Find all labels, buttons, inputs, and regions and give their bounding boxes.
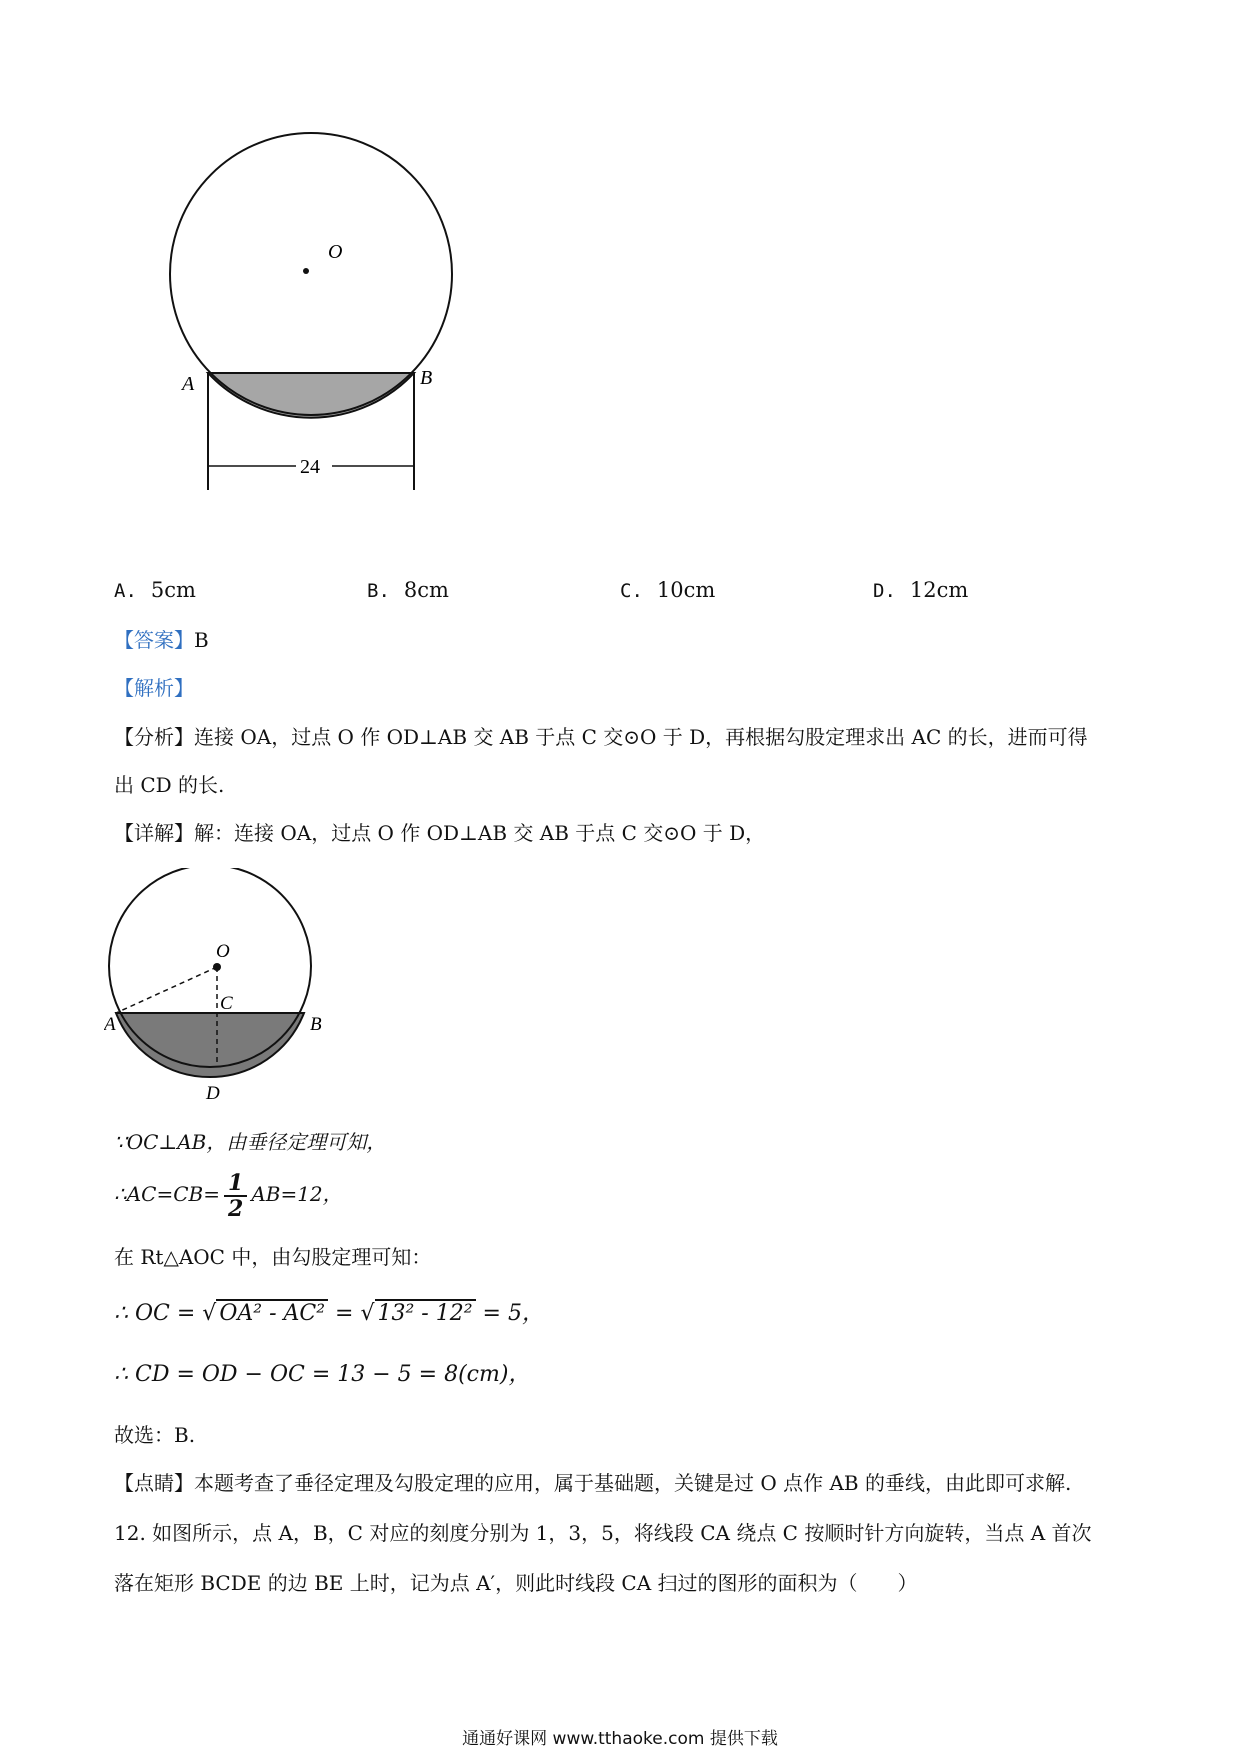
option-c-key: C. [620,580,643,602]
label-a-1: A [182,373,195,395]
label-d-2: D [206,1083,220,1104]
sqrt-sign-2: √ [360,1301,375,1326]
option-c[interactable] [620,578,715,602]
radicand-2: 13² - 12² [375,1299,476,1326]
fraction-numerator: 1 [224,1171,247,1197]
fenxi-line-2: 出 CD 的长. [114,773,225,797]
center-point-1 [303,268,309,274]
analysis-tag: 【解析】 [114,676,194,700]
question-12-line-1: 12. 如图所示，点 A，B，C 对应的刻度分别为 1，3，5，将线段 CA 绕点 C 按顺时针方向旋转，当点 A 首次 [114,1521,1092,1545]
fraction-half [224,1171,247,1221]
step-5: ∴ CD = OD − OC = 13 − 5 = 8(cm)， [114,1362,531,1387]
center-point-2 [213,963,221,971]
label-b-2: B [310,1014,322,1035]
step-4-prefix: ∴ OC = [114,1301,196,1326]
question-12-line-2: 落在矩形 BCDE 的边 BE 上时，记为点 A′，则此时线段 CA 扫过的图形的面积为（ ） [114,1571,918,1595]
option-b-key: B. [367,580,390,602]
segment-oa [116,967,217,1013]
option-b-value: 8cm [403,578,449,602]
fraction-denominator: 2 [228,1195,244,1222]
answer-tag: 【答案】 [114,628,194,652]
dianjing-text: 本题考查了垂径定理及勾股定理的应用，属于基础题，关键是过 O 点作 AB 的垂线，由此即可求解. [194,1471,1072,1495]
step-2-suffix: AB=12， [251,1182,343,1206]
step-4-suffix: = 5， [482,1301,544,1326]
label-b-1: B [420,367,433,389]
radicand-1: OA² - AC² [216,1299,328,1326]
step-6: 故选：B. [114,1423,196,1447]
step-1: ∵OC⊥AB，由垂径定理可知， [114,1130,387,1154]
option-a[interactable] [114,578,196,602]
option-a-key: A. [114,580,137,602]
sqrt-sign-1: √ [202,1301,217,1326]
label-o-1: O [328,241,343,263]
xiangjie-text: 解：连接 OA，过点 O 作 OD⊥AB 交 AB 于点 C 交⊙O 于 D， [194,821,766,845]
label-o-2: O [216,941,230,962]
step-2 [114,1168,343,1221]
option-a-value: 5cm [150,578,196,602]
option-c-value: 10cm [656,578,716,602]
option-b[interactable] [367,578,449,602]
dimension-label: 24 [300,456,320,478]
label-a-2: A [104,1014,116,1035]
page-footer: 通通好课网 www.tthaoke.com 提供下载 [462,1729,778,1749]
circle-figure-1 [150,128,470,498]
xiangjie-line [114,819,765,847]
step-3: 在 Rt△AOC 中，由勾股定理可知： [114,1245,432,1269]
label-c-2: C [220,993,233,1014]
answer-value: B [194,628,209,652]
step-4 [114,1300,544,1328]
fenxi-text-1: 连接 OA，过点 O 作 OD⊥AB 交 AB 于点 C 交⊙O 于 D，再根据勾股定理求出 AC 的长，进而可得 [194,725,1088,749]
fenxi-tag: 【分析】 [114,725,194,749]
dianjing-line [114,1469,1071,1497]
fenxi-line-1 [114,723,1088,751]
step-4-equals: = [335,1301,354,1326]
option-d[interactable] [873,578,968,602]
option-d-value: 12cm [909,578,969,602]
step-2-prefix: ∴AC=CB= [114,1182,220,1206]
circle-figure-2 [104,868,334,1104]
option-d-key: D. [873,580,896,602]
dianjing-tag: 【点睛】 [114,1471,194,1495]
answer-line [114,626,209,654]
xiangjie-tag: 【详解】 [114,821,194,845]
